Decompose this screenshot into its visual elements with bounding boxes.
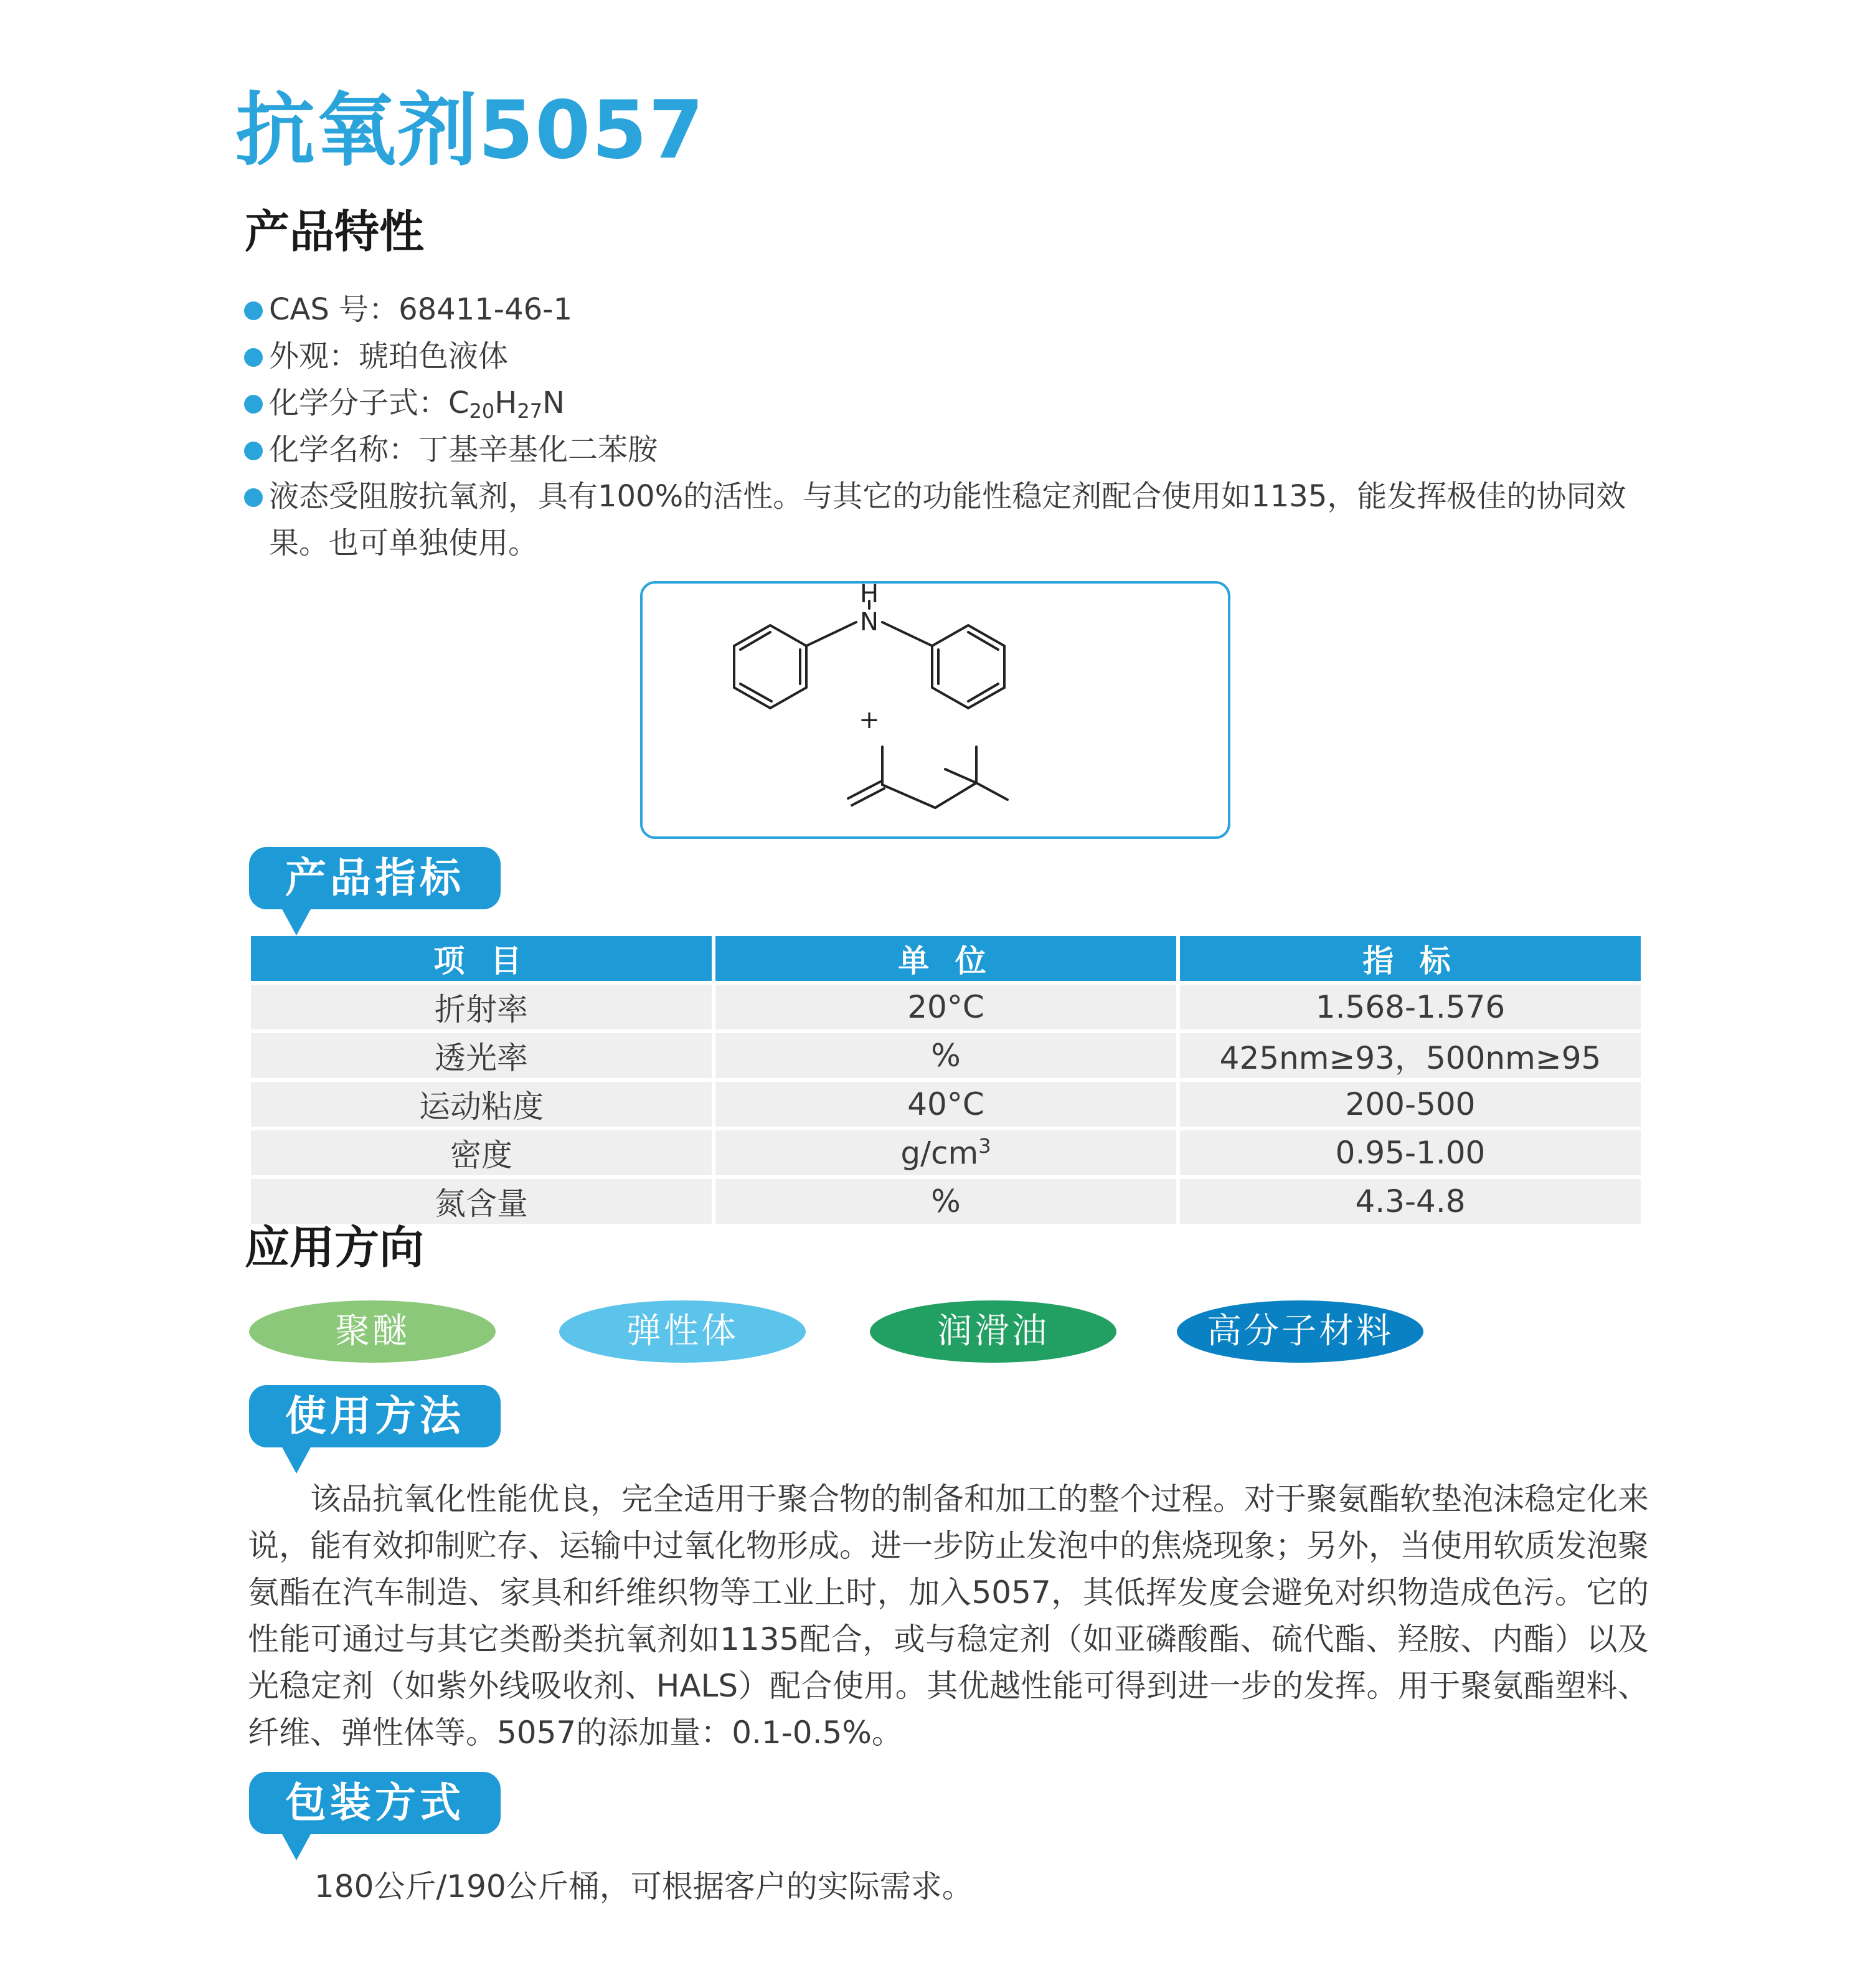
header-item: 项 目	[249, 936, 714, 983]
table-cell: 425nm≥93，500nm≥95	[1178, 1031, 1643, 1080]
features-heading: 产品特性	[245, 206, 425, 258]
table-row	[249, 1031, 1643, 1080]
table-cell: 1.568-1.576	[1178, 983, 1643, 1031]
feature-description: 液态受阻胺抗氧剂，具有100%的活性。与其它的功能性稳定剂配合使用如1135，能发挥极佳的协同效果。也可单独使用。	[243, 473, 1650, 567]
table-cell: 20°C	[714, 983, 1178, 1031]
application-polyether: 聚醚	[249, 1300, 496, 1363]
table-cell: 200-500	[1178, 1080, 1643, 1129]
table-cell: 透光率	[249, 1031, 714, 1080]
table-row	[249, 1129, 1643, 1177]
svg-text:H: H	[859, 584, 879, 608]
table-cell: 密度	[249, 1129, 714, 1177]
packaging-text: 180公斤/190公斤桶，可根据客户的实际需求。	[314, 1868, 973, 1905]
applications-heading: 应用方向	[245, 1221, 425, 1274]
usage-text: 该品抗氧化性能优良，完全适用于聚合物的制备和加工的整个过程。对于聚氨酯软垫泡沫稳定化来说，能有效抑制贮存、运输中过氧化物形成。进一步防止发泡中的焦烧现象；另外，当使用软质发泡聚氨酯在汽车制造、家具和纤维织物等工业上时，加入5057，其低挥发度会避免对织物造成色污。它的性能可通过与其它类酚类抗氧剂如1135配合，或与稳定剂（如亚磷酸酯、硫代酯、羟胺、内酯）以及光稳定剂（如紫外线吸收剂、HALS）配合使用。其优越性能可得到进一步的发挥。用于聚氨酯塑料、纤维、弹性体等。5057的添加量：0.1-0.5%。	[248, 1481, 1649, 1751]
table-cell: 折射率	[249, 983, 714, 1031]
usage-tag: 使用方法	[249, 1385, 501, 1447]
table-cell: 氮含量	[249, 1177, 714, 1226]
table-row	[249, 1177, 1643, 1226]
chemical-structure	[643, 584, 1228, 836]
table-row	[249, 983, 1643, 1031]
feature-formula: 化学分子式：$C_{20}H_{27}N$	[243, 380, 1650, 427]
table-row	[249, 1080, 1643, 1129]
table-cell: 4.3-4.8	[1178, 1177, 1643, 1226]
structure-box	[640, 581, 1230, 839]
feature-list	[243, 286, 1650, 567]
packaging-tag: 包装方式	[249, 1772, 501, 1834]
header-value: 指 标	[1178, 936, 1643, 983]
svg-text:+: +	[859, 706, 880, 734]
spec-tag: 产品指标	[249, 847, 501, 909]
application-lubricant: 润滑油	[870, 1300, 1116, 1363]
table-header-row	[249, 936, 1643, 983]
application-elastomer: 弹性体	[559, 1300, 806, 1363]
table-cell: 0.95-1.00	[1178, 1129, 1643, 1177]
spec-table	[247, 936, 1644, 1228]
feature-cas: CAS 号：68411-46-1	[243, 286, 1650, 333]
table-cell: 40°C	[714, 1080, 1178, 1129]
header-unit: 单 位	[714, 936, 1178, 983]
table-cell: %	[714, 1031, 1178, 1080]
application-polymer: 高分子材料	[1177, 1300, 1423, 1363]
table-cell: 运动粘度	[249, 1080, 714, 1129]
svg-text:N: N	[860, 608, 879, 637]
feature-chemical-name: 化学名称：丁基辛基化二苯胺	[243, 427, 1650, 473]
feature-appearance: 外观：琥珀色液体	[243, 333, 1650, 380]
table-cell: $g/cm^3$	[714, 1129, 1178, 1177]
page-title: 抗氧剂5057	[235, 84, 705, 177]
table-cell: %	[714, 1177, 1178, 1226]
